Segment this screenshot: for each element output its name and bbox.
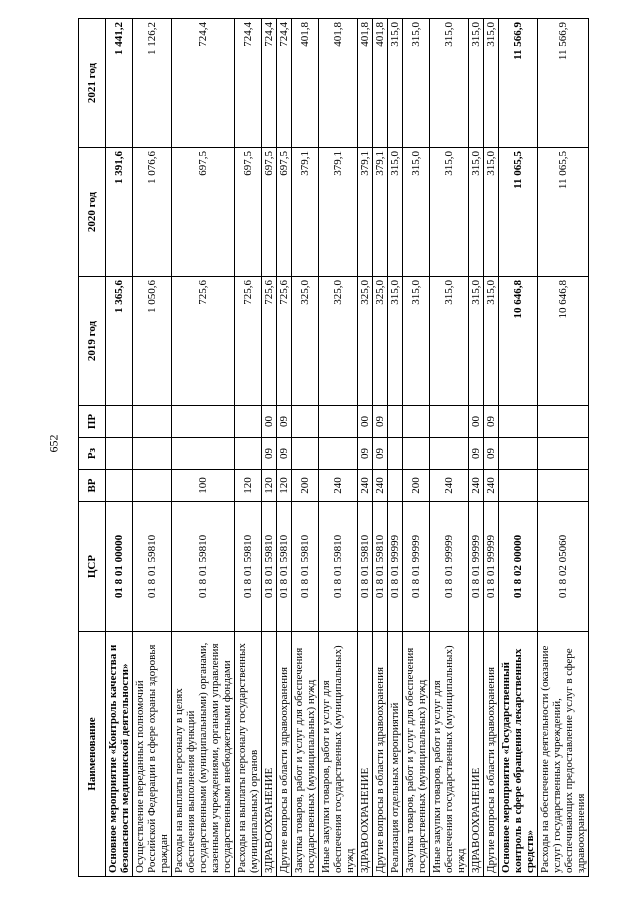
cell-pr <box>403 406 430 438</box>
cell-pr <box>172 406 235 438</box>
cell-rz <box>538 438 589 470</box>
cell-csr: 01 8 01 59810 <box>235 502 262 632</box>
cell-2019: 725,6 <box>277 277 292 406</box>
header-2021: 2021 год <box>79 19 106 148</box>
table-row <box>106 19 133 877</box>
cell-csr: 01 8 01 59810 <box>292 502 319 632</box>
cell-pr: 00 <box>358 406 373 438</box>
cell-pr <box>235 406 262 438</box>
cell-name: Иные закупки товаров, работ и услуг для обеспечения государственных (муниципальных) нужд <box>319 632 358 877</box>
cell-csr: 01 8 01 59810 <box>358 502 373 632</box>
page-number: 652 <box>46 434 61 453</box>
cell-rz <box>403 438 430 470</box>
table-row <box>172 19 235 877</box>
cell-2020: 11 065,5 <box>499 148 538 277</box>
cell-2021: 724,4 <box>262 19 277 148</box>
cell-csr: 01 8 01 00000 <box>106 502 133 632</box>
cell-name: Расходы на выплаты персоналу государственных (муниципальных) органов <box>235 632 262 877</box>
cell-rz: 09 <box>469 438 484 470</box>
cell-rz: 09 <box>484 438 499 470</box>
cell-2021: 724,4 <box>235 19 262 148</box>
cell-name: ЗДРАВООХРАНЕНИЕ <box>358 632 373 877</box>
cell-rz: 09 <box>358 438 373 470</box>
cell-vr: 240 <box>373 470 388 502</box>
cell-rz: 09 <box>262 438 277 470</box>
table-row <box>403 19 430 877</box>
table-row <box>484 19 499 877</box>
header-2020: 2020 год <box>79 148 106 277</box>
cell-csr: 01 8 01 59810 <box>133 502 172 632</box>
cell-2021: 401,8 <box>319 19 358 148</box>
cell-name: ЗДРАВООХРАНЕНИЕ <box>469 632 484 877</box>
cell-rz <box>106 438 133 470</box>
cell-rz <box>172 438 235 470</box>
cell-pr <box>133 406 172 438</box>
cell-vr: 200 <box>292 470 319 502</box>
cell-2019: 10 646,8 <box>538 277 589 406</box>
cell-name: Другие вопросы в области здравоохранения <box>484 632 499 877</box>
cell-2021: 11 566,9 <box>499 19 538 148</box>
cell-rz <box>292 438 319 470</box>
cell-csr: 01 8 01 99999 <box>388 502 403 632</box>
cell-name: Осуществление переданных полномочий Российской Федерации в сфере охраны здоровья граждан <box>133 632 172 877</box>
cell-2020: 697,5 <box>172 148 235 277</box>
cell-csr: 01 8 01 99999 <box>403 502 430 632</box>
cell-2019: 10 646,8 <box>499 277 538 406</box>
cell-2020: 315,0 <box>403 148 430 277</box>
cell-csr: 01 8 01 59810 <box>172 502 235 632</box>
cell-vr: 100 <box>172 470 235 502</box>
cell-pr <box>538 406 589 438</box>
cell-pr: 09 <box>373 406 388 438</box>
cell-name: Закупка товаров, работ и услуг для обеспечения государственных (муниципальных) нужд <box>292 632 319 877</box>
cell-csr: 01 8 01 59810 <box>319 502 358 632</box>
cell-2021: 315,0 <box>430 19 469 148</box>
cell-csr: 01 8 02 05060 <box>538 502 589 632</box>
header-name: Наименование <box>79 632 106 877</box>
cell-2019: 325,0 <box>373 277 388 406</box>
cell-2019: 315,0 <box>388 277 403 406</box>
cell-vr: 240 <box>358 470 373 502</box>
cell-2019: 725,6 <box>262 277 277 406</box>
cell-csr: 01 8 01 59810 <box>262 502 277 632</box>
table-row <box>358 19 373 877</box>
cell-rz: 09 <box>277 438 292 470</box>
cell-vr: 120 <box>262 470 277 502</box>
cell-2021: 1 441,2 <box>106 19 133 148</box>
table-body <box>106 19 589 877</box>
cell-name: Расходы на выплаты персоналу в целях обеспечения выполнения функций государственными (муниципальными) органами, казенными учреждениями, органами управления государственными внебюджетными фондами <box>172 632 235 877</box>
cell-name: Реализация отдельных мероприятий <box>388 632 403 877</box>
cell-2020: 697,5 <box>262 148 277 277</box>
cell-2019: 1 365,6 <box>106 277 133 406</box>
cell-pr <box>106 406 133 438</box>
cell-csr: 01 8 02 00000 <box>499 502 538 632</box>
cell-pr <box>430 406 469 438</box>
table-row <box>538 19 589 877</box>
cell-2021: 724,4 <box>172 19 235 148</box>
cell-name: ЗДРАВООХРАНЕНИЕ <box>262 632 277 877</box>
cell-pr <box>292 406 319 438</box>
header-vr: ВР <box>79 470 106 502</box>
cell-2021: 724,4 <box>277 19 292 148</box>
cell-2020: 379,1 <box>373 148 388 277</box>
table-row <box>469 19 484 877</box>
cell-name: Другие вопросы в области здравоохранения <box>277 632 292 877</box>
table-row <box>373 19 388 877</box>
cell-2021: 315,0 <box>484 19 499 148</box>
table-row <box>292 19 319 877</box>
cell-name: Основное мероприятие «Государственный контроль в сфере обращения лекарственных средств» <box>499 632 538 877</box>
cell-vr: 200 <box>403 470 430 502</box>
cell-2020: 697,5 <box>277 148 292 277</box>
table-header-row <box>79 19 106 877</box>
budget-table <box>78 18 589 877</box>
cell-pr: 00 <box>469 406 484 438</box>
cell-2020: 1 391,6 <box>106 148 133 277</box>
table-row <box>319 19 358 877</box>
cell-2019: 315,0 <box>403 277 430 406</box>
cell-rz <box>388 438 403 470</box>
cell-2020: 315,0 <box>388 148 403 277</box>
cell-csr: 01 8 01 99999 <box>484 502 499 632</box>
rotated-page-content <box>78 19 633 877</box>
table-row <box>277 19 292 877</box>
header-2019: 2019 год <box>79 277 106 406</box>
cell-2019: 325,0 <box>292 277 319 406</box>
table-row <box>430 19 469 877</box>
cell-2020: 379,1 <box>292 148 319 277</box>
cell-vr: 240 <box>430 470 469 502</box>
table-row <box>235 19 262 877</box>
cell-vr: 240 <box>319 470 358 502</box>
cell-2021: 315,0 <box>388 19 403 148</box>
table-row <box>499 19 538 877</box>
table-row <box>388 19 403 877</box>
cell-2021: 401,8 <box>373 19 388 148</box>
cell-csr: 01 8 01 59810 <box>373 502 388 632</box>
cell-vr: 120 <box>277 470 292 502</box>
cell-rz <box>235 438 262 470</box>
cell-pr: 09 <box>484 406 499 438</box>
cell-vr <box>388 470 403 502</box>
cell-name: Основное мероприятие «Контроль качества и безопасности медицинской деятельности» <box>106 632 133 877</box>
cell-pr <box>388 406 403 438</box>
cell-2021: 315,0 <box>403 19 430 148</box>
cell-2020: 697,5 <box>235 148 262 277</box>
cell-pr <box>319 406 358 438</box>
cell-vr <box>106 470 133 502</box>
cell-vr <box>499 470 538 502</box>
cell-csr: 01 8 01 99999 <box>430 502 469 632</box>
cell-2021: 401,8 <box>292 19 319 148</box>
cell-vr: 240 <box>484 470 499 502</box>
cell-2020: 315,0 <box>469 148 484 277</box>
cell-rz: 09 <box>373 438 388 470</box>
cell-2019: 725,6 <box>235 277 262 406</box>
header-csr: ЦСР <box>79 502 106 632</box>
cell-name: Иные закупки товаров, работ и услуг для обеспечения государственных (муниципальных) нужд <box>430 632 469 877</box>
cell-vr: 120 <box>235 470 262 502</box>
cell-name: Расходы на обеспечение деятельности (оказание услуг) государственных учреждений, обеспечивающих предоставление услуг в сфере здравоохранения <box>538 632 589 877</box>
cell-csr: 01 8 01 99999 <box>469 502 484 632</box>
cell-2020: 379,1 <box>319 148 358 277</box>
cell-vr <box>133 470 172 502</box>
cell-2021: 401,8 <box>358 19 373 148</box>
cell-2019: 315,0 <box>484 277 499 406</box>
cell-2021: 315,0 <box>469 19 484 148</box>
cell-2019: 315,0 <box>430 277 469 406</box>
cell-pr <box>499 406 538 438</box>
cell-rz <box>133 438 172 470</box>
cell-2019: 325,0 <box>319 277 358 406</box>
cell-2021: 11 566,9 <box>538 19 589 148</box>
cell-rz <box>499 438 538 470</box>
cell-pr: 00 <box>262 406 277 438</box>
header-pr: ПР <box>79 406 106 438</box>
cell-2019: 725,6 <box>172 277 235 406</box>
cell-2021: 1 126,2 <box>133 19 172 148</box>
cell-2019: 315,0 <box>469 277 484 406</box>
cell-rz <box>319 438 358 470</box>
cell-vr <box>538 470 589 502</box>
table-row <box>262 19 277 877</box>
cell-vr: 240 <box>469 470 484 502</box>
cell-pr: 09 <box>277 406 292 438</box>
table-row <box>133 19 172 877</box>
cell-csr: 01 8 01 59810 <box>277 502 292 632</box>
cell-name: Другие вопросы в области здравоохранения <box>373 632 388 877</box>
cell-2020: 11 065,5 <box>538 148 589 277</box>
cell-2019: 1 050,6 <box>133 277 172 406</box>
cell-2020: 379,1 <box>358 148 373 277</box>
cell-2020: 315,0 <box>484 148 499 277</box>
header-rz: Рз <box>79 438 106 470</box>
cell-2020: 1 076,6 <box>133 148 172 277</box>
cell-2019: 325,0 <box>358 277 373 406</box>
cell-2020: 315,0 <box>430 148 469 277</box>
cell-name: Закупка товаров, работ и услуг для обеспечения государственных (муниципальных) нужд <box>403 632 430 877</box>
cell-rz <box>430 438 469 470</box>
